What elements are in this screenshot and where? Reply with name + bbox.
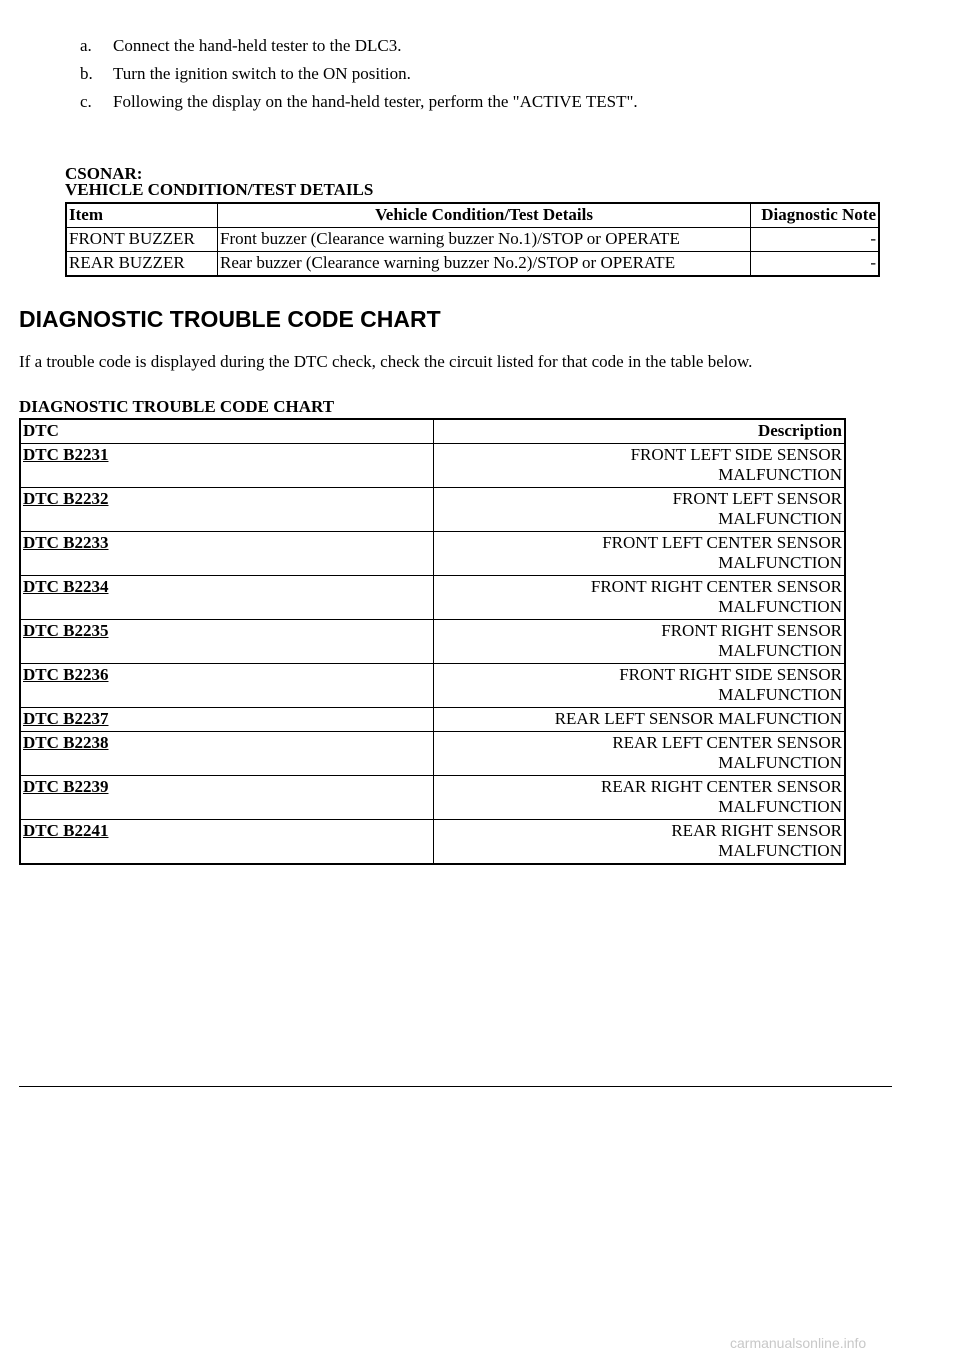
table-row — [20, 444, 845, 488]
description-cell: REAR LEFT CENTER SENSOR MALFUNCTION — [434, 732, 846, 776]
description-cell: FRONT LEFT CENTER SENSOR MALFUNCTION — [434, 532, 846, 576]
step-text: Turn the ignition switch to the ON position. — [113, 64, 411, 83]
dtc-link[interactable]: DTC B2233 — [23, 533, 109, 552]
table-row — [20, 664, 845, 708]
step-marker: a. — [80, 36, 92, 55]
dtc-cell — [20, 664, 434, 708]
table-cell: Front buzzer (Clearance warning buzzer No.1)/STOP or OPERATE — [218, 228, 751, 252]
table-cell: Rear buzzer (Clearance warning buzzer No.2)/STOP or OPERATE — [218, 252, 751, 277]
step-item — [80, 64, 638, 92]
table-row — [20, 576, 845, 620]
step-marker: b. — [80, 64, 93, 83]
csonar-label: CSONAR: — [65, 164, 143, 183]
table-row — [20, 820, 845, 865]
step-item — [80, 36, 638, 64]
step-item — [80, 92, 638, 120]
column-header-dtc: DTC — [20, 419, 434, 444]
column-header-details: Vehicle Condition/Test Details — [218, 203, 751, 228]
description-cell: FRONT RIGHT SIDE SENSOR MALFUNCTION — [434, 664, 846, 708]
description-cell: FRONT RIGHT SENSOR MALFUNCTION — [434, 620, 846, 664]
dtc-link[interactable]: DTC B2236 — [23, 665, 109, 684]
table-row — [66, 252, 879, 277]
description-cell: REAR RIGHT SENSOR MALFUNCTION — [434, 820, 846, 865]
table-row — [66, 228, 879, 252]
dtc-cell — [20, 776, 434, 820]
dtc-link[interactable]: DTC B2241 — [23, 821, 109, 840]
description-cell: REAR LEFT SENSOR MALFUNCTION — [434, 708, 846, 732]
dtc-link[interactable]: DTC B2232 — [23, 489, 109, 508]
table-header-row — [66, 203, 879, 228]
column-header-item: Item — [66, 203, 218, 228]
dtc-link[interactable]: DTC B2239 — [23, 777, 109, 796]
dtc-cell — [20, 444, 434, 488]
table-row — [20, 732, 845, 776]
dtc-link[interactable]: DTC B2238 — [23, 733, 109, 752]
dtc-cell — [20, 820, 434, 865]
dtc-link[interactable]: DTC B2237 — [23, 709, 109, 728]
intro-paragraph: If a trouble code is displayed during the DTC check, check the circuit listed for that code in the table below. — [19, 352, 753, 371]
dtc-chart-table — [19, 418, 846, 865]
dtc-link[interactable]: DTC B2231 — [23, 445, 109, 464]
table-cell: - — [751, 252, 880, 277]
dtc-link[interactable]: DTC B2235 — [23, 621, 109, 640]
table-header-row — [20, 419, 845, 444]
description-cell: FRONT LEFT SENSOR MALFUNCTION — [434, 488, 846, 532]
table-row — [20, 620, 845, 664]
table-row — [20, 532, 845, 576]
dtc-link[interactable]: DTC B2234 — [23, 577, 109, 596]
procedure-steps — [80, 36, 638, 120]
table-cell: REAR BUZZER — [66, 252, 218, 277]
column-header-description: Description — [434, 419, 846, 444]
table-cell: FRONT BUZZER — [66, 228, 218, 252]
table-row — [20, 488, 845, 532]
vehicle-condition-table — [65, 202, 880, 277]
table-row — [20, 708, 845, 732]
description-cell: FRONT RIGHT CENTER SENSOR MALFUNCTION — [434, 576, 846, 620]
horizontal-rule — [19, 1086, 892, 1087]
step-text: Connect the hand-held tester to the DLC3. — [113, 36, 402, 55]
dtc-cell — [20, 488, 434, 532]
description-cell: FRONT LEFT SIDE SENSOR MALFUNCTION — [434, 444, 846, 488]
table-cell: - — [751, 228, 880, 252]
column-header-note: Diagnostic Note — [751, 203, 880, 228]
dtc-cell — [20, 532, 434, 576]
table-row — [20, 776, 845, 820]
watermark-text: carmanualsonline.info — [730, 1335, 867, 1351]
dtc-cell — [20, 708, 434, 732]
dtc-table-caption: DIAGNOSTIC TROUBLE CODE CHART — [19, 397, 335, 416]
description-cell: REAR RIGHT CENTER SENSOR MALFUNCTION — [434, 776, 846, 820]
dtc-cell — [20, 732, 434, 776]
dtc-cell — [20, 620, 434, 664]
section-heading: DIAGNOSTIC TROUBLE CODE CHART — [19, 306, 441, 332]
step-text: Following the display on the hand-held tester, perform the "ACTIVE TEST". — [113, 92, 638, 111]
step-marker: c. — [80, 92, 92, 111]
dtc-cell — [20, 576, 434, 620]
vehicle-table-caption: VEHICLE CONDITION/TEST DETAILS — [65, 180, 374, 199]
